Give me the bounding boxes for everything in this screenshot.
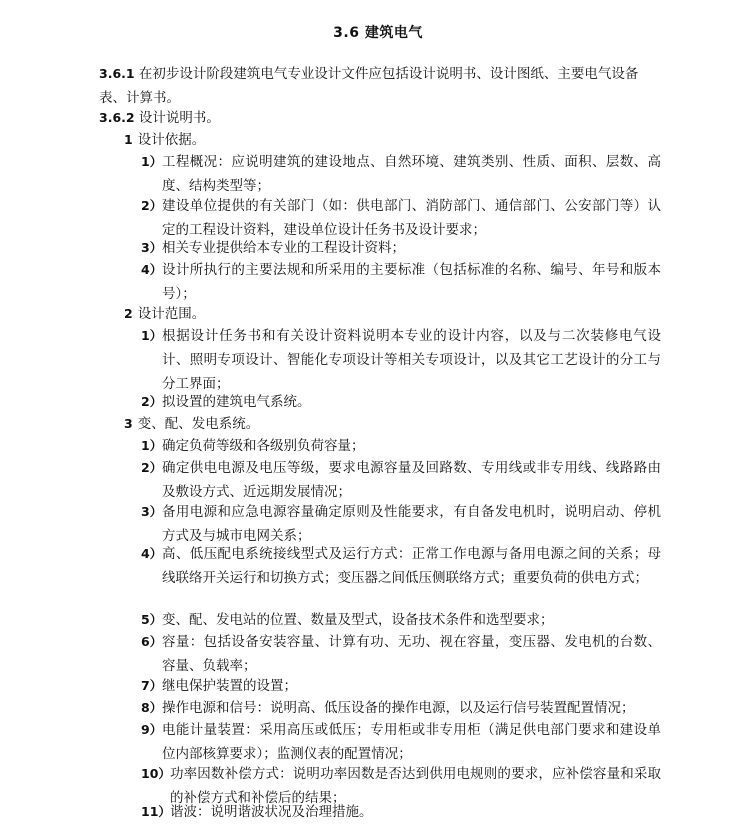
list-item <box>141 542 661 590</box>
list-item <box>141 236 661 260</box>
list-item <box>141 324 661 396</box>
group-number: 1 <box>124 132 133 147</box>
group-number: 2 <box>124 306 133 321</box>
item-text: 高、低压配电系统接线型式及运行方式：正常工作电源与备用电源之间的关系；母线联络开关运行和切换方式；变压器之间低压侧联络方式；重要负荷的供电方式； <box>162 546 661 586</box>
item-text: 确定供电电源及电压等级，要求电源容量及回路数、专用线或非专用线、线路路由及敷设方式、近远期发展情况； <box>162 460 661 500</box>
item-text: 变、配、发电站的位置、数量及型式，设备技术条件和选型要求； <box>162 612 554 628</box>
item-text: 工程概况：应说明建筑的建设地点、自然环境、建筑类别、性质、面积、层数、高度、结构类型等； <box>162 154 661 194</box>
item-number: 4） <box>141 262 163 277</box>
item-number: 9） <box>141 722 163 737</box>
group-title: 设计依据。 <box>137 132 206 148</box>
section-number: 3.6 <box>333 25 360 41</box>
item-number: 2） <box>141 394 163 409</box>
list-item <box>141 696 661 720</box>
list-item <box>141 608 661 632</box>
clause-text: 在初步设计阶段建筑电气专业设计文件应包括设计说明书、设计图纸、主要电气设备表、计算书。 <box>99 66 639 106</box>
group-title: 变、配、发电系统。 <box>137 416 260 432</box>
item-text: 容量：包括设备安装容量、计算有功、无功、视在容量，变压器、发电机的台数、容量、负载率； <box>162 634 661 674</box>
item-text: 谐波：说明谐波状况及治理措施。 <box>170 804 373 820</box>
list-item <box>141 258 661 306</box>
item-number: 8） <box>141 700 163 715</box>
item-text: 设计所执行的主要法规和所采用的主要标准（包括标准的名称、编号、年号和版本号）； <box>162 262 661 302</box>
clause-3-6-1 <box>99 62 659 110</box>
item-number: 4） <box>141 546 163 561</box>
list-item <box>141 718 661 766</box>
item-text: 相关专业提供给本专业的工程设计资料； <box>162 240 405 256</box>
group-number: 3 <box>124 416 133 431</box>
clause-number: 3.6.2 <box>99 110 135 125</box>
item-number: 1） <box>141 438 163 453</box>
list-item <box>141 390 661 414</box>
section-title: 建筑电气 <box>364 25 423 41</box>
item-number: 2） <box>141 460 163 475</box>
item-number: 2） <box>141 198 163 213</box>
list-item <box>141 456 661 504</box>
item-number: 3） <box>141 240 163 255</box>
list-item <box>141 630 661 678</box>
group-heading <box>124 302 664 326</box>
item-text: 操作电源和信号：说明高、低压设备的操作电源，以及运行信号装置配置情况； <box>162 700 635 716</box>
group-title: 设计范围。 <box>137 306 206 322</box>
list-item <box>141 150 661 198</box>
item-text: 功率因数补偿方式：说明功率因数是否达到供用电规则的要求，应补偿容量和采取的补偿方式和补偿后的结果； <box>170 766 661 806</box>
clause-number: 3.6.1 <box>99 66 135 81</box>
list-item <box>141 194 661 242</box>
list-item <box>141 434 661 458</box>
group-heading <box>124 128 664 152</box>
item-number: 6） <box>141 634 163 649</box>
item-text: 拟设置的建筑电气系统。 <box>162 394 311 410</box>
item-text: 建设单位提供的有关部门（如：供电部门、消防部门、通信部门、公安部门等）认定的工程设计资料，建设单位设计任务书及设计要求； <box>162 198 661 238</box>
item-text: 继电保护装置的设置； <box>162 678 297 694</box>
item-text: 根据设计任务书和有关设计资料说明本专业的设计内容，以及与二次装修电气设计、照明专项设计、智能化专项设计等相关专项设计，以及其它工艺设计的分工与分工界面； <box>162 328 661 392</box>
list-item <box>141 800 661 824</box>
item-text: 电能计量装置：采用高压或低压；专用柜或非专用柜（满足供电部门要求和建设单位内部核算要求）；监测仪表的配置情况； <box>162 722 661 762</box>
section-heading <box>0 22 756 42</box>
item-number: 5） <box>141 612 163 627</box>
item-number: 3） <box>141 504 163 519</box>
clause-3-6-2 <box>99 106 659 130</box>
item-text: 备用电源和应急电源容量确定原则及性能要求，有自备发电机时，说明启动、停机方式及与城市电网关系； <box>162 504 661 544</box>
item-number: 10） <box>141 766 171 781</box>
clause-text: 设计说明书。 <box>138 110 220 126</box>
group-heading <box>124 412 664 436</box>
item-number: 11） <box>141 804 171 819</box>
item-number: 1） <box>141 328 163 343</box>
list-item <box>141 500 661 548</box>
item-number: 1） <box>141 154 163 169</box>
item-number: 7） <box>141 678 163 693</box>
list-item <box>141 674 661 698</box>
item-text: 确定负荷等级和各级别负荷容量； <box>162 438 365 454</box>
